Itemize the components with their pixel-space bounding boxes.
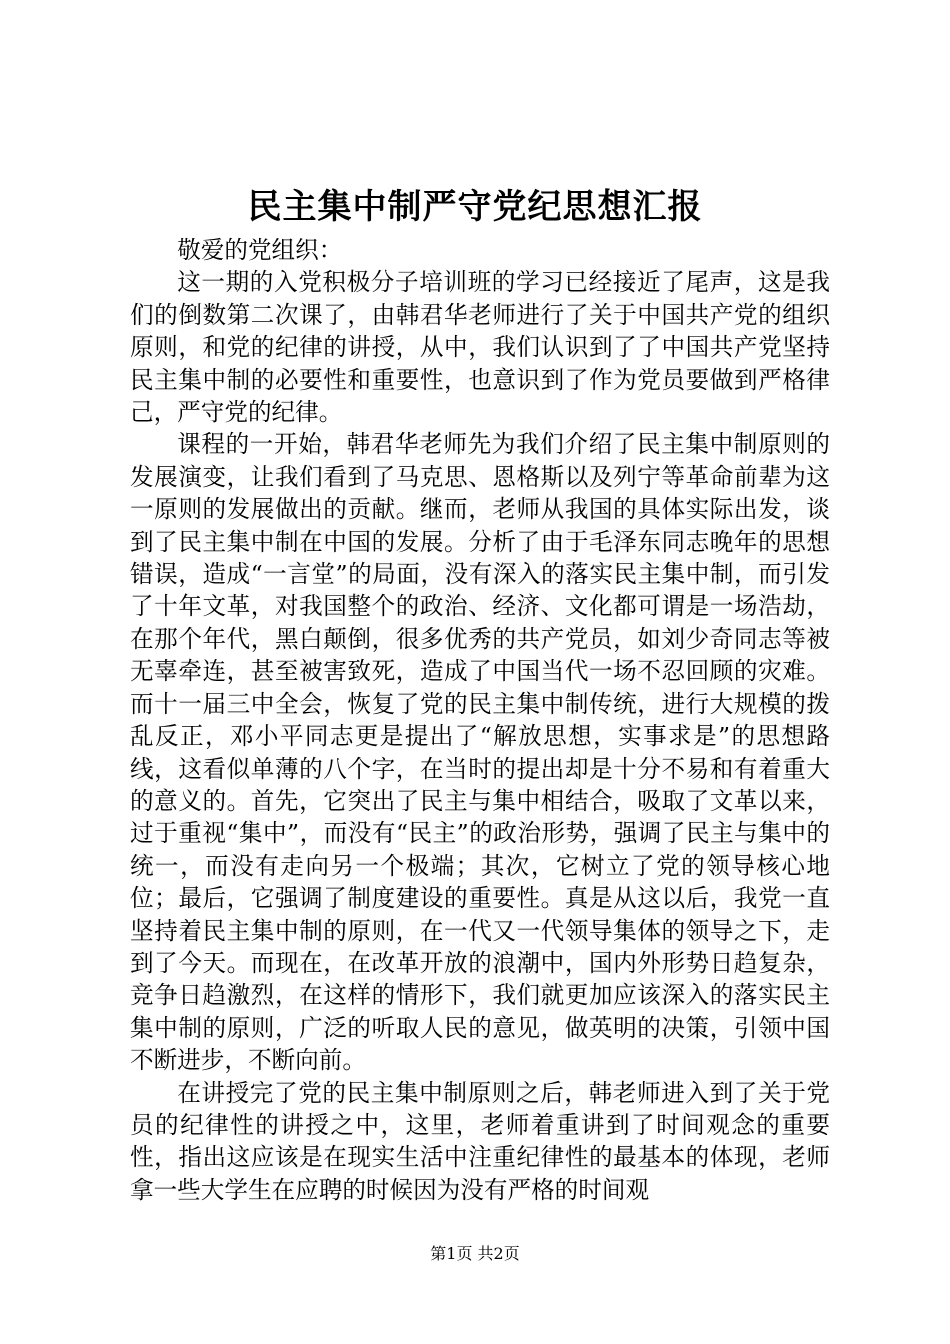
paragraph-1: 这一期的入党积极分子培训班的学习已经接近了尾声，这是我们的倒数第二次课了，由韩君华老师进行了关于中国共产党的组织原则，和党的纪律的讲授，从中，我们认识到了了中国共产党坚持民主集中制的必要性和重要性，也意识到了作为党员要做到严格律己，严守党的纪律。 (130, 268, 830, 427)
paragraph-2: 课程的一开始，韩君华老师先为我们介绍了民主集中制原则的发展演变，让我们看到了马克思、恩格斯以及列宁等革命前辈为这一原则的发展做出的贡献。继而，老师从我国的具体实际出发，谈到了民主集中制在中国的发展。分析了由于毛泽东同志晚年的思想错误，造成“一言堂”的局面，没有深入的落实民主集中制，而引发了十年文革，对我国整个的政治、经济、文化都可谓是一场浩劫，在那个年代，黑白颠倒，很多优秀的共产党员，如刘少奇同志等被无辜牵连，甚至被害致死，造成了中国当代一场不忍回顾的灾难。而十一届三中全会，恢复了党的民主集中制传统，进行大规模的拨乱反正，邓小平同志更是提出了“解放思想，实事求是”的思想路线，这看似单薄的八个字，在当时的提出却是十分不易和有着重大的意义的。首先，它突出了民主与集中相结合，吸取了文革以来，过于重视“集中”，而没有“民主”的政治形势，强调了民主与集中的统一，而没有走向另一个极端；其次，它树立了党的领导核心地位；最后，它强调了制度建设的重要性。真是从这以后，我党一直坚持着民主集中制的原则，在一代又一代领导集体的领导之下，走到了今天。而现在，在改革开放的浪潮中，国内外形势日趋复杂，竞争日趋激烈，在这样的情形下，我们就更加应该深入的落实民主集中制的原则，广泛的听取人民的意见，做英明的决策，引领中国不断进步，不断向前。 (130, 430, 830, 1075)
paragraph-3: 在讲授完了党的民主集中制原则之后，韩老师进入到了关于党员的纪律性的讲授之中，这里，老师着重讲到了时间观念的重要性，指出这应该是在现实生活中注重纪律性的最基本的体现，老师拿一些大学生在应聘的时候因为没有严格的时间观 (130, 1078, 830, 1204)
page-footer: 第1页 共2页 (430, 1244, 520, 1263)
salutation: 敬爱的党组织： (177, 236, 343, 264)
document-body (130, 234, 830, 1206)
document-title: 民主集中制严守党纪思想汇报 (247, 187, 703, 227)
